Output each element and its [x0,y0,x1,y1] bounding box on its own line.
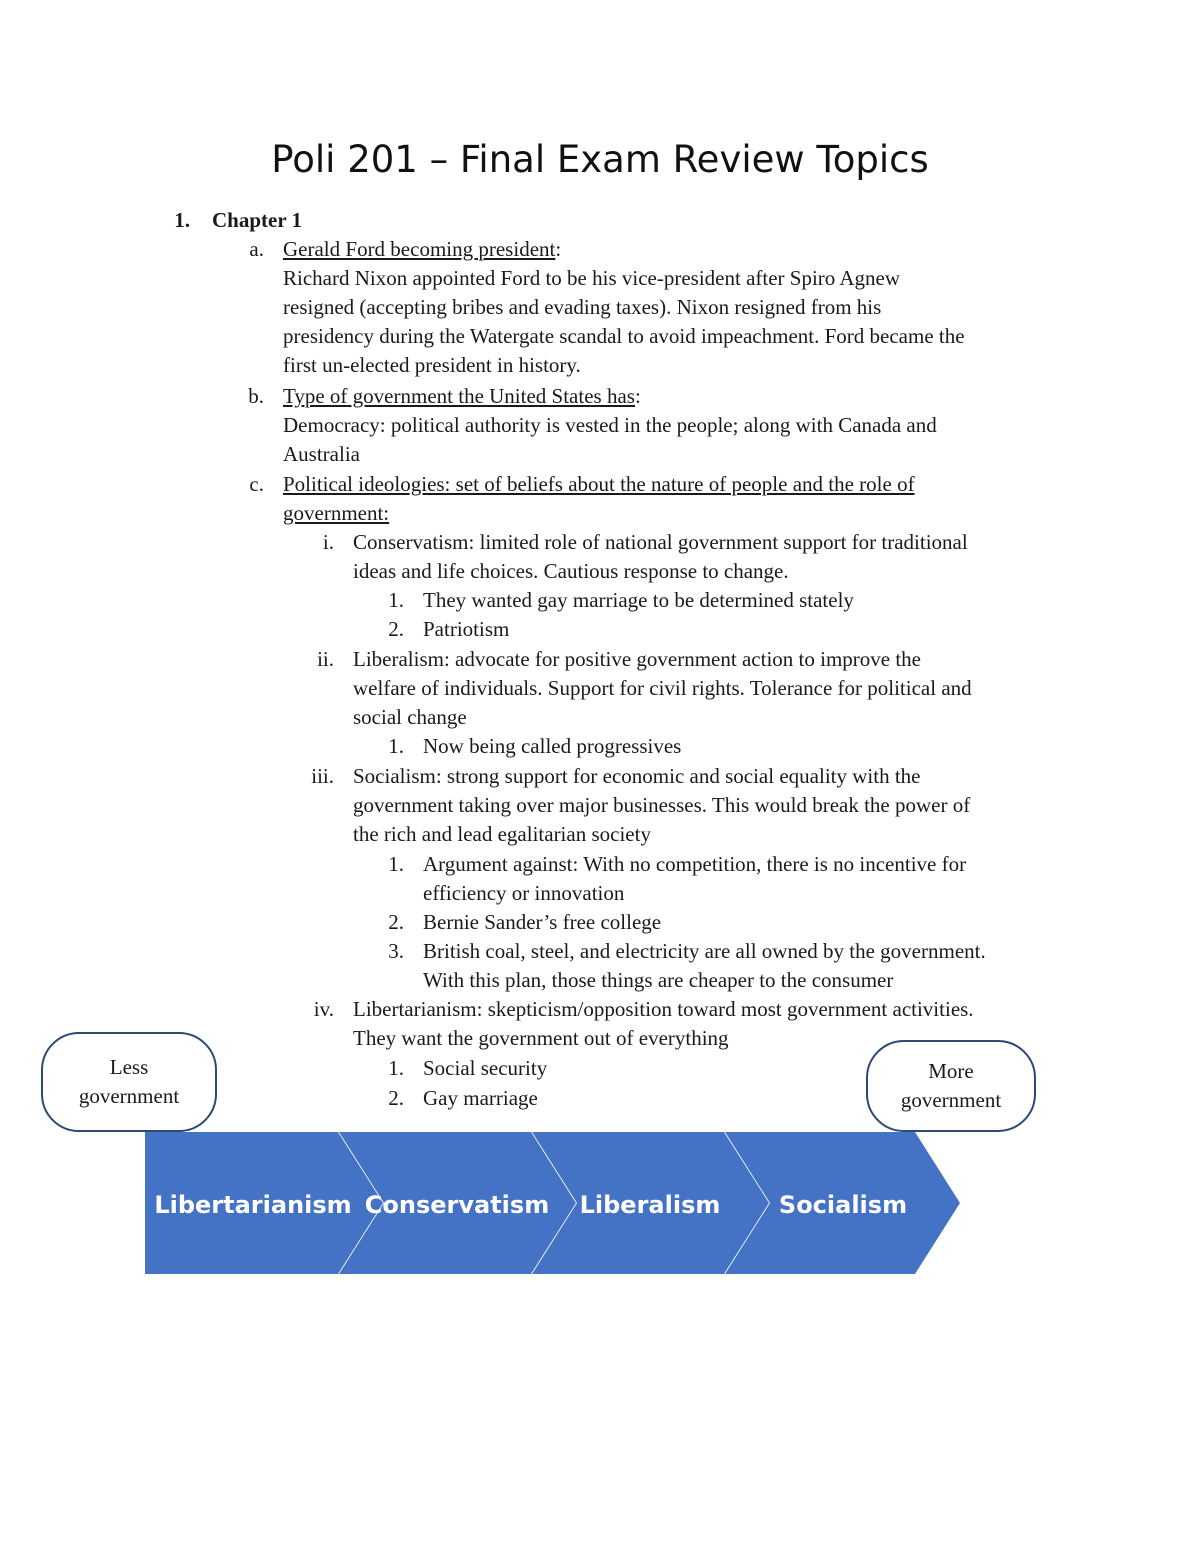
item-a-heading-suffix: : [555,237,562,261]
point-line: Bernie Sander’s free college [423,910,662,934]
point-marker: 1. [388,588,404,612]
chapter-number: 1. [174,208,190,232]
item-b-heading-suffix: : [634,384,641,408]
point-line: efficiency or innovation [423,881,625,905]
item-c-heading: Political ideologies: set of beliefs about the nature of people and the role of [283,472,915,496]
item-c-marker: c. [249,472,264,496]
item-a-line: first un-elected president in history. [283,353,581,377]
point-line: Social security [423,1056,548,1080]
point-line: With this plan, those things are cheaper to the consumer [423,968,894,992]
subitem-line: welfare of individuals. Support for civil rights. Tolerance for political and [353,676,972,700]
subitem-marker: i. [322,530,334,554]
point-line: British coal, steel, and electricity are all owned by the government. [423,939,986,963]
point-marker: 1. [388,852,404,876]
item-b-line: Australia [283,442,360,466]
subitem-marker: ii. [317,647,334,671]
point-line: Argument against: With no competition, there is no incentive for [423,852,967,876]
point-marker: 2. [388,1086,404,1110]
item-a-line: resigned (accepting bribes and evading taxes). Nixon resigned from his [283,295,882,319]
item-a-line: presidency during the Watergate scandal to avoid impeachment. Ford became the [283,324,965,348]
step-label: Conservatism [364,1191,550,1219]
subitem-line: ideas and life choices. Cautious response to change. [353,559,789,583]
item-b-line: Democracy: political authority is vested in the people; along with Canada and [283,413,937,437]
point-marker: 2. [388,910,404,934]
point-marker: 3. [388,939,404,963]
more-government-line: government [900,1088,1002,1112]
subitem-line: social change [353,705,467,729]
subitem-line: Socialism: strong support for economic and social equality with the [353,764,921,788]
subitem-marker: iii. [311,764,334,788]
item-a-heading-text: Gerald Ford becoming president [283,237,556,261]
less-government-line: Less [109,1055,149,1079]
item-b-marker: b. [248,384,264,408]
less-government-line: government [78,1084,180,1108]
point-marker: 1. [388,734,404,758]
subitem-line: Liberalism: advocate for positive government action to improve the [353,647,921,671]
point-line: Gay marriage [423,1086,538,1110]
point-marker: 2. [388,617,404,641]
subitem-line: Conservatism: limited role of national government support for traditional [353,530,968,554]
subitem-line: They want the government out of everything [353,1026,729,1050]
subitem-line: the rich and lead egalitarian society [353,822,651,846]
item-b-heading-text: Type of government the United States has [283,384,635,408]
subitem-line: government taking over major businesses. This would break the power of [353,793,971,817]
point-marker: 1. [388,1056,404,1080]
item-a-line: Richard Nixon appointed Ford to be his vice-president after Spiro Agnew [283,266,901,290]
step-label: Socialism [778,1191,908,1219]
subitem-marker: iv. [313,997,334,1021]
point-line: Patriotism [423,617,510,641]
chapter-heading: Chapter 1 [212,208,303,232]
subitem-line: Libertarianism: skepticism/opposition toward most government activities. [353,997,974,1021]
item-c-heading: government: [283,501,390,525]
point-line: Now being called progressives [423,734,682,758]
more-government-line: More [928,1059,974,1083]
point-line: They wanted gay marriage to be determined stately [423,588,854,612]
step-label: Libertarianism [154,1191,352,1219]
step-label: Liberalism [579,1191,721,1219]
page-title: Poli 201 – Final Exam Review Topics [271,138,929,181]
item-a-marker: a. [249,237,264,261]
